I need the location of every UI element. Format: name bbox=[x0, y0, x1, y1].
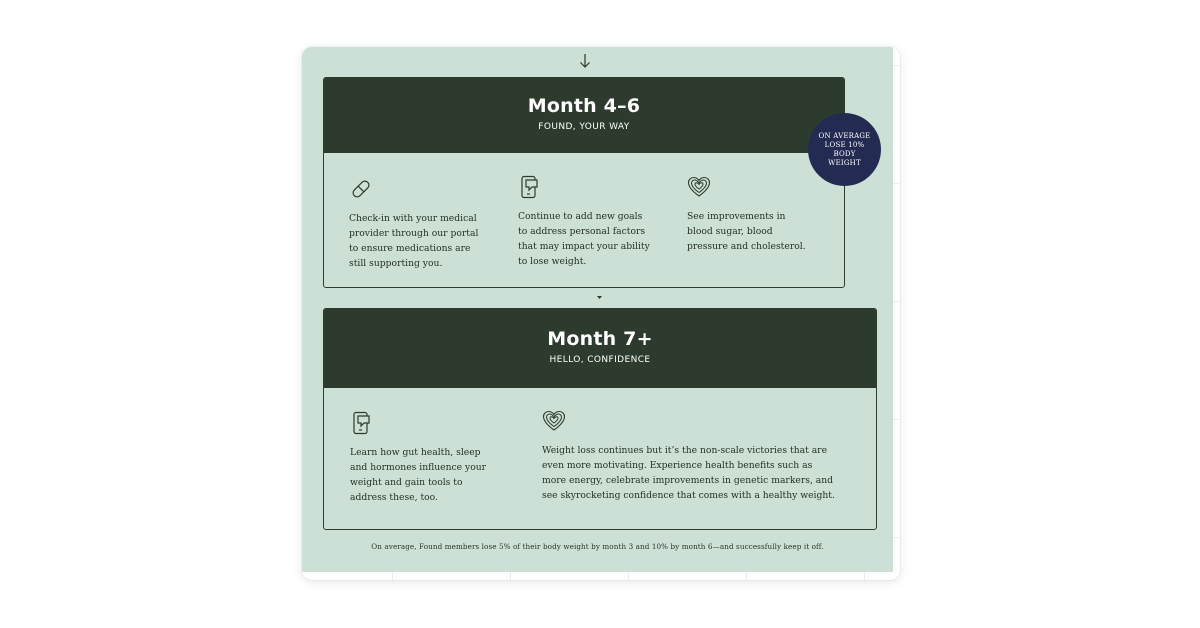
step-item bbox=[542, 409, 838, 503]
month-4-6-body bbox=[324, 153, 844, 288]
section-title: Month 4–6 bbox=[527, 95, 641, 117]
month-7-body bbox=[324, 388, 876, 530]
step-text: Weight loss continues but it’s the non-scale victories that are even more motivating. Experience health benefits such as more energy, celebrate improvements in genetic markers, and see skyrocketing confidence that comes with a healthy weight. bbox=[542, 445, 835, 501]
step-item bbox=[518, 175, 654, 269]
heart-icon bbox=[542, 409, 566, 433]
heart-icon bbox=[687, 175, 711, 199]
month-4-6-header bbox=[324, 78, 844, 153]
phone-icon bbox=[518, 175, 542, 199]
timeline-panel bbox=[302, 47, 893, 572]
phone-icon bbox=[350, 411, 374, 435]
month-4-6-section bbox=[323, 77, 845, 288]
timeline-card bbox=[302, 47, 900, 580]
step-text: Check-in with your medical provider through our portal to ensure medications are still supporting you. bbox=[349, 213, 479, 269]
section-subtitle: HELLO, CONFIDENCE bbox=[549, 355, 651, 365]
month-7-header bbox=[324, 309, 876, 388]
connector-arrowhead-icon bbox=[597, 296, 602, 299]
step-text: Continue to add new goals to address personal factors that may impact your ability to lose weight. bbox=[518, 211, 650, 267]
month-7-section bbox=[323, 308, 877, 530]
arrow-down-icon bbox=[578, 53, 592, 69]
pill-icon bbox=[349, 177, 373, 201]
step-text: Learn how gut health, sleep and hormones influence your weight and gain tools to address these, too. bbox=[350, 447, 487, 503]
footnote: On average, Found members lose 5% of their body weight by month 3 and 10% by month 6—and successfully keep it off. bbox=[371, 542, 824, 551]
section-subtitle: FOUND, YOUR WAY bbox=[538, 122, 630, 132]
step-item bbox=[350, 411, 498, 505]
step-item bbox=[687, 175, 811, 254]
step-item bbox=[349, 177, 487, 271]
step-text: See improvements in blood sugar, blood pressure and cholesterol. bbox=[687, 211, 806, 252]
average-weight-loss-badge: ON AVERAGE LOSE 10% BODY WEIGHT bbox=[808, 113, 881, 186]
section-title: Month 7+ bbox=[547, 328, 653, 350]
